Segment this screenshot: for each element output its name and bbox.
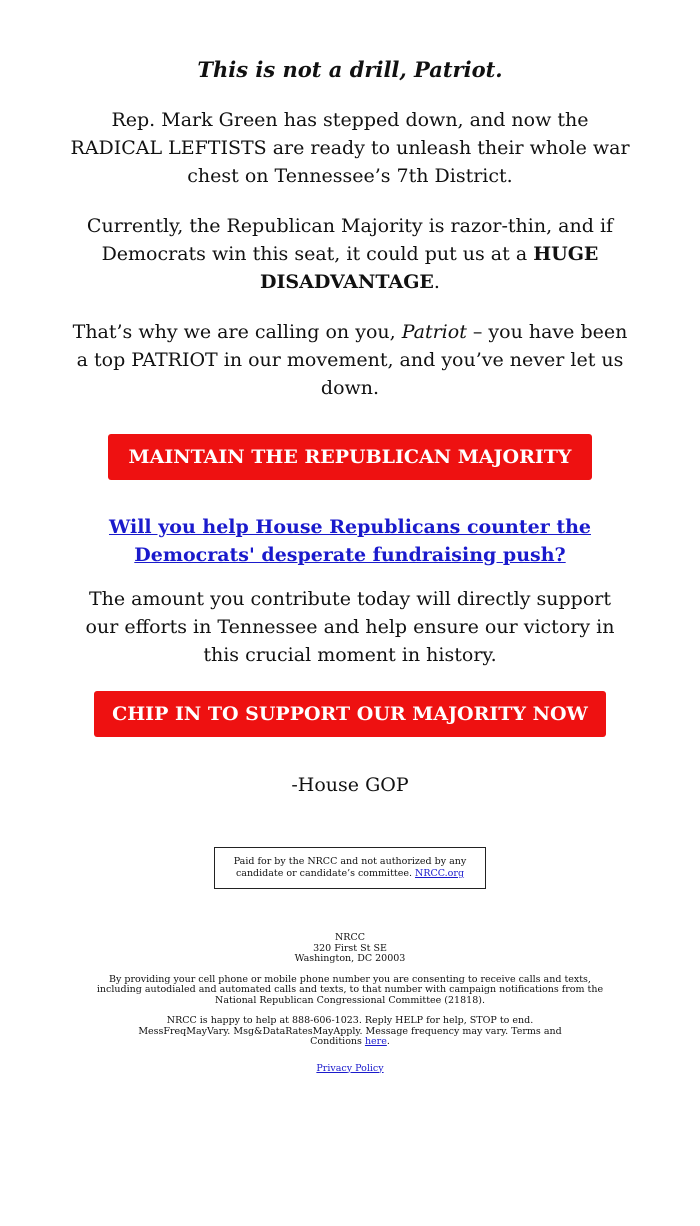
maintain-majority-button[interactable]: MAINTAIN THE REPUBLICAN MAJORITY <box>108 434 592 480</box>
terms-here-link[interactable]: here <box>364 1036 387 1047</box>
huge-disadvantage-text: HUGE DISADVANTAGE <box>260 243 599 293</box>
footer-address <box>70 933 630 965</box>
paragraph-majority-text: Currently, the Republican Majority is razor-thin, and if Democrats win this seat, it could put us at a <box>86 215 614 265</box>
footer-street: 320 First St SE <box>313 942 387 954</box>
privacy-policy-link[interactable]: Privacy Policy <box>316 1062 384 1074</box>
footer-help <box>120 1016 580 1048</box>
nrcc-org-link[interactable]: NRCC.org <box>415 868 465 879</box>
footer-org: NRCC <box>334 932 365 943</box>
headline: This is not a drill, Patriot. <box>197 57 503 82</box>
footer-help-text: NRCC is happy to help at 888-606-1023. Reply HELP for help, STOP to end. MessFreqMayVary. Msg&DataRatesMayApply. Message frequency may vary. Terms and Conditions <box>138 1015 562 1047</box>
paragraph-calling-text: That’s why we are calling on you, <box>72 321 402 343</box>
paid-for-disclaimer <box>214 847 486 889</box>
footer-help-end: . <box>386 1036 390 1047</box>
chip-in-button[interactable]: CHIP IN TO SUPPORT OUR MAJORITY NOW <box>94 691 606 737</box>
footer <box>70 933 630 1074</box>
paid-for-text: Paid for by the NRCC and not authorized by any candidate or candidate’s committee. <box>233 856 467 879</box>
paragraph-green-stepped-down: Rep. Mark Green has stepped down, and now the RADICAL LEFTISTS are ready to unleash their whole war chest on Tennessee’s 7th District. <box>70 109 630 187</box>
email-body <box>70 57 630 1074</box>
footer-city: Washington, DC 20003 <box>294 953 406 964</box>
paragraph-contribution: The amount you contribute today will directly support our efforts in Tennessee and help ensure our victory in this crucial moment in history. <box>85 588 615 666</box>
help-house-republicans-link[interactable]: Will you help House Republicans counter the Democrats' desperate fundraising push? <box>108 516 591 566</box>
signature: -House GOP <box>291 774 409 796</box>
paragraph-majority-end: . <box>433 271 440 293</box>
patriot-italic: Patriot <box>401 321 467 343</box>
footer-consent: By providing your cell phone or mobile phone number you are consenting to receive calls and texts, including autodialed and automated calls and texts, to that number with campaign notifications from the National Republican Congressional Committee (21818). <box>96 973 604 1006</box>
paragraph-majority <box>70 212 630 296</box>
paragraph-calling-on-you <box>70 318 630 402</box>
paragraph-calling-end: – you have been a top PATRIOT in our movement, and you’ve never let us down. <box>76 321 628 399</box>
